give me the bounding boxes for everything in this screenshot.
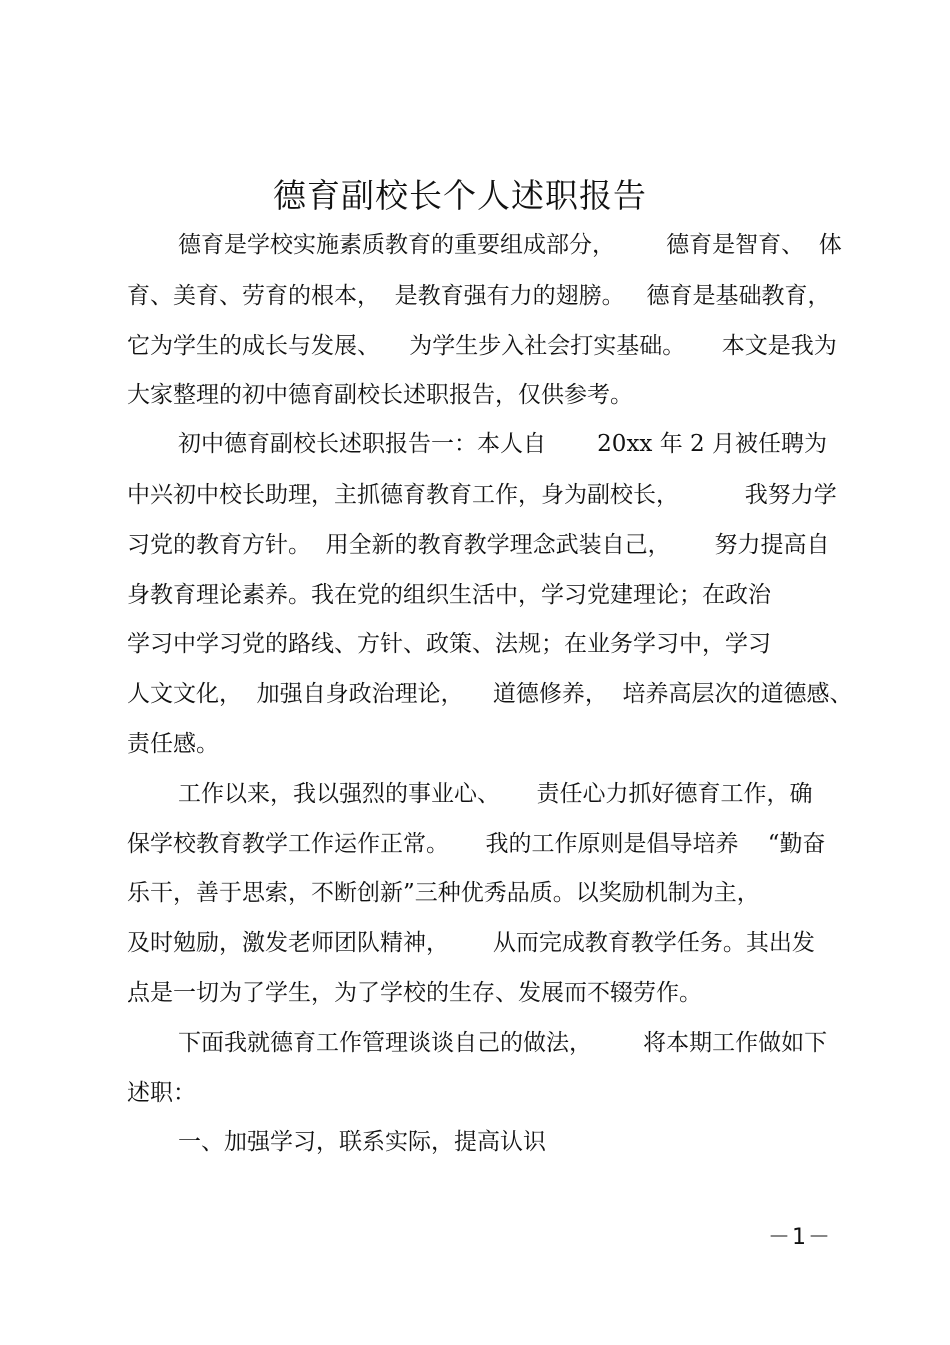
paragraph-2-line-1: 初中德育副校长述职报告一：本人自 20xx 年 2 月被任聘为 [178, 431, 827, 457]
paragraph-1-line-3: 它为学生的成长与发展、 为学生步入社会打实基础。 本文是我为 [127, 333, 837, 359]
paragraph-1-line-4: 大家整理的初中德育副校长述职报告，仅供参考。 [127, 382, 633, 408]
paragraph-2-line-3: 习党的教育方针。 用全新的教育教学理念武装自己， 努力提高自 [127, 532, 830, 558]
page-number: －1－ [768, 1225, 832, 1250]
paragraph-2-line-7: 责任感。 [127, 731, 219, 757]
paragraph-3-line-3: 乐干，善于思索，不断创新”三种优秀品质。以奖励机制为主， [127, 880, 760, 906]
paragraph-2-line-5: 学习中学习党的路线、方针、政策、法规；在业务学习中，学习 [127, 631, 771, 657]
paragraph-3-line-2: 保学校教育教学工作运作正常。 我的工作原则是倡导培养 “勤奋 [127, 831, 826, 857]
section-heading-1: 一、加强学习，联系实际，提高认识 [178, 1129, 546, 1155]
paragraph-4-line-2: 述职： [127, 1080, 196, 1106]
paragraph-4-line-1: 下面我就德育工作管理谈谈自己的做法， 将本期工作做如下 [178, 1030, 828, 1056]
paragraph-1-line-2: 育、美育、劳育的根本， 是教育强有力的翅膀。 德育是基础教育， [127, 283, 831, 309]
paragraph-2-line-2: 中兴初中校长助理，主抓德育教育工作，身为副校长， 我努力学 [127, 482, 837, 508]
document-title: 德育副校长个人述职报告 [273, 176, 647, 215]
paragraph-3-line-5: 点是一切为了学生，为了学校的生存、发展而不辍劳作。 [127, 980, 702, 1006]
paragraph-3-line-4: 及时勉励，激发老师团队精神， 从而完成教育教学任务。其出发 [127, 930, 815, 956]
paragraph-2-line-6: 人文文化， 加强自身政治理论， 道德修养， 培养高层次的道德感、 [127, 681, 853, 707]
paragraph-2-line-4: 身教育理论素养。我在党的组织生活中，学习党建理论；在政治 [127, 582, 771, 608]
paragraph-3-line-1: 工作以来，我以强烈的事业心、 责任心力抓好德育工作，确 [178, 781, 813, 807]
paragraph-1-line-1: 德育是学校实施素质教育的重要组成部分， 德育是智育、 体 [178, 232, 842, 258]
